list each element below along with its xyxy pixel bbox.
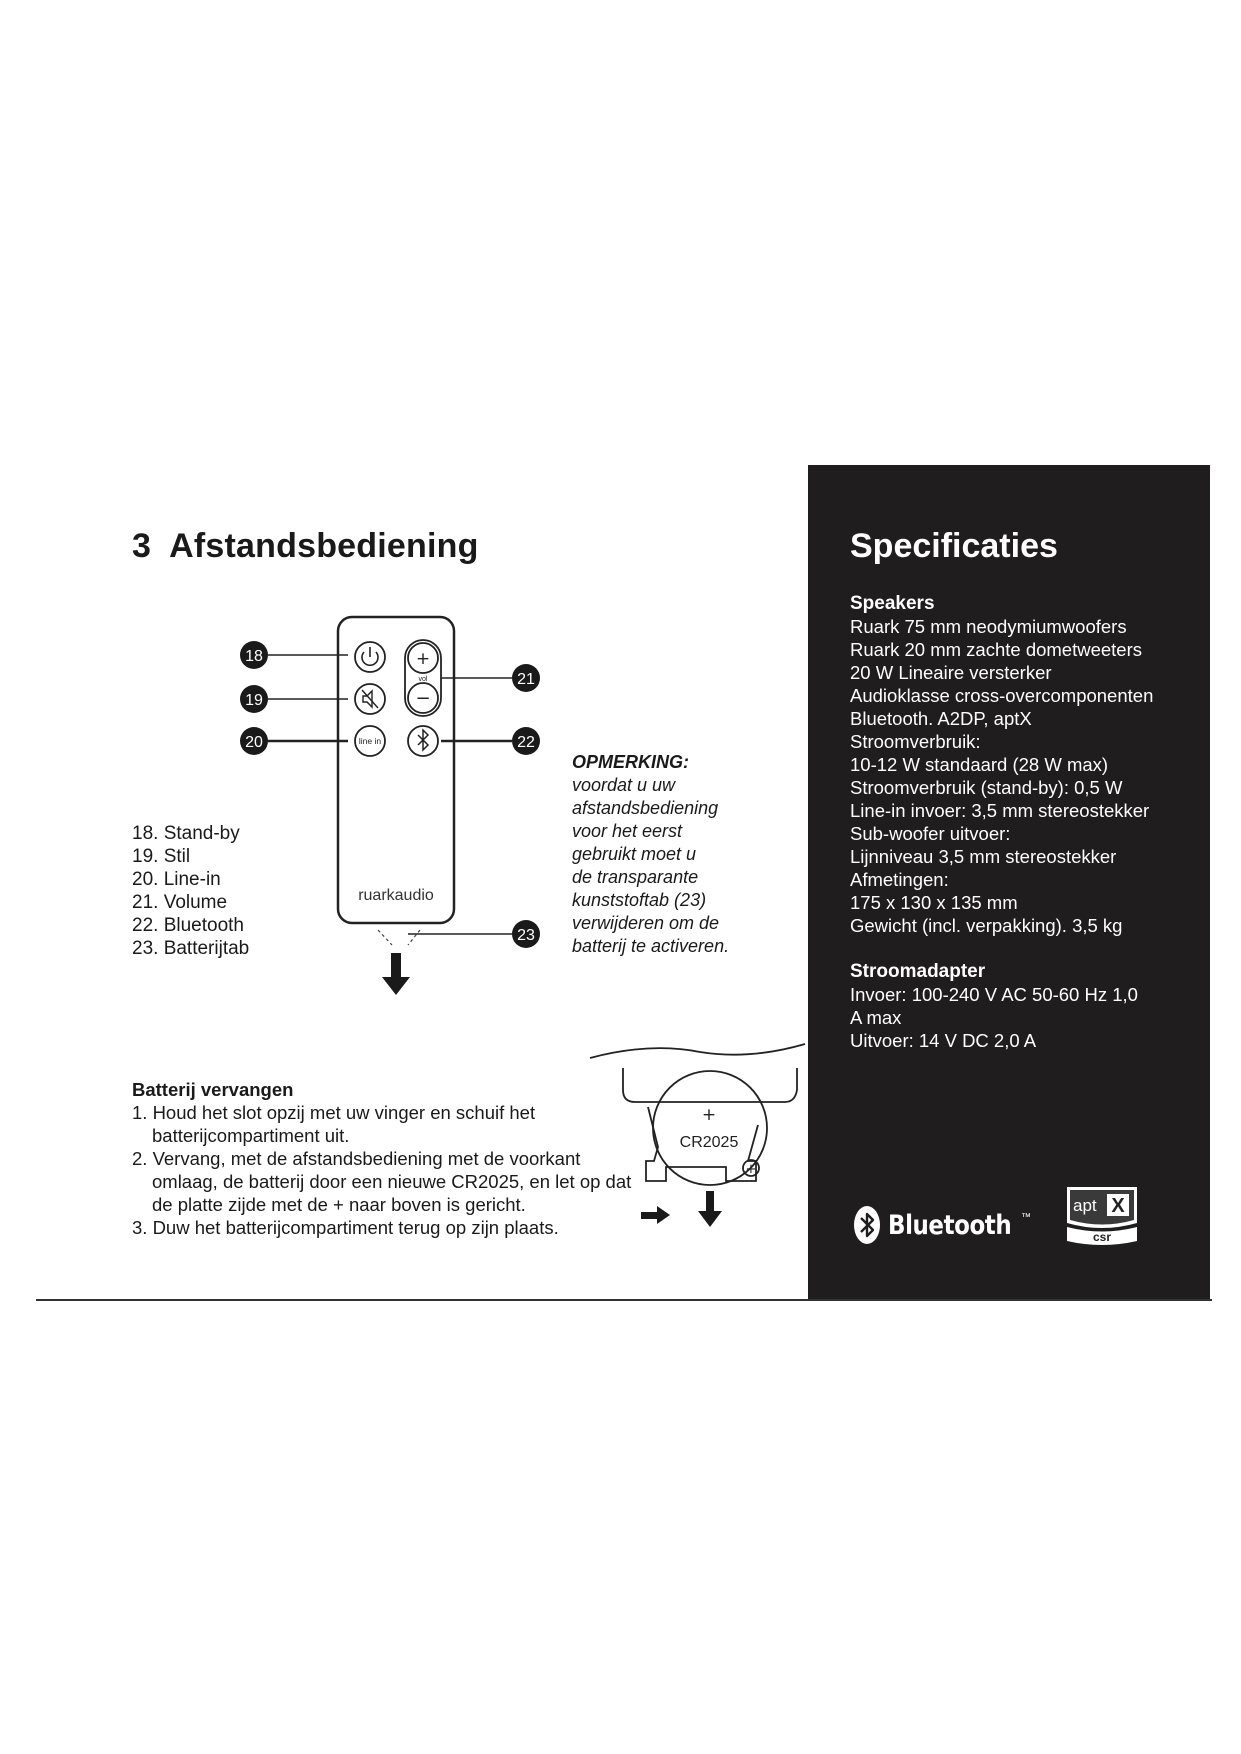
section-number: 3 [132,527,152,565]
note-title: OPMERKING: [572,752,689,772]
legend-item: 18. Stand-by [132,823,240,844]
note-line: batterij te activeren. [572,936,730,956]
spec-line: Invoer: 100-240 V AC 50-60 Hz 1,0 [850,984,1138,1005]
battery-steps [132,1101,632,1239]
spec-line: 175 x 130 x 135 mm [850,892,1018,913]
legend-item: 20. Line-in [132,869,221,890]
spec-line: 10-12 W standaard (28 W max) [850,754,1109,775]
line-in-label: line in [358,736,382,746]
callout-label: 21 [517,671,535,688]
legend-item: 19. Stil [132,846,191,867]
spec-line: Afmetingen: [850,869,949,890]
note-line: voordat u uw [572,775,676,795]
callout-label: 19 [245,692,263,709]
csr-word: csr [1092,1230,1112,1244]
spec-line: Lijnniveau 3,5 mm stereostekker [850,846,1117,867]
spec-line: Gewicht (incl. verpakking). 3,5 kg [850,915,1123,936]
specs-heading-speakers: Speakers [850,593,935,614]
spec-line: Line-in invoer: 3,5 mm stereostekker [850,800,1150,821]
battery-step: 2. Vervang, met de afstandsbediening met de voorkant omlaag, de batterij door een nieuwe CR2025, en let op dat de platte zijde met de + naar boven is gericht. [132,1148,632,1215]
spec-line: Stroomverbruik: [850,731,981,752]
bluetooth-wordmark: Bluetooth [888,1209,1012,1241]
spec-line: 20 W Lineaire versterker [850,662,1052,683]
vol-minus-icon: − [415,688,431,709]
aptx-word: apt [1073,1196,1097,1215]
remote-brand: ruarkaudio [358,887,434,904]
spec-line: Ruark 20 mm zachte dometweeters [850,639,1143,660]
spec-line: Ruark 75 mm neodymiumwoofers [850,616,1127,637]
spec-line: Stroomverbruik (stand-by): 0,5 W [850,777,1123,798]
battery-instructions [132,1078,632,1239]
aptx-x: X [1111,1195,1125,1217]
specs-panel [808,465,1210,1300]
callout-label: 22 [517,734,535,751]
legend-item: 22. Bluetooth [132,915,244,936]
spec-line: A max [850,1007,902,1028]
bluetooth-tm: ™ [1021,1211,1032,1223]
terminal-plus: + [745,1162,757,1177]
note-line: kunststoftab (23) [572,890,707,910]
callout-label: 18 [245,648,263,665]
battery-step: 3. Duw het batterijcompartiment terug op zijn plaats. [132,1217,559,1238]
battery-step: 1. Houd het slot opzij met uw vinger en schuif het batterijcompartiment uit. [132,1102,536,1146]
section-title: Afstandsbediening [169,527,479,565]
slide-arrow-icon [641,1206,670,1224]
vol-label: vol [418,676,428,683]
vol-plus-icon: + [415,649,431,669]
spec-line: Sub-woofer uitvoer: [850,823,1011,844]
coin-cell-plus: + [701,1105,717,1125]
note-line: de transparante [572,867,699,887]
aptx-csr-logo [1061,1183,1143,1249]
spec-line: Audioklasse cross-overcomponenten [850,685,1154,706]
bottom-rule [36,1299,1212,1301]
note-line: verwijderen om de [572,913,720,933]
note [572,751,772,958]
note-line: gebruikt moet u [572,844,697,864]
bluetooth-logo-icon [852,1205,882,1245]
note-line: voor het eerst [572,821,683,841]
note-line: afstandsbediening [572,798,719,818]
legend-item: 23. Batterijtab [132,938,250,959]
down-arrow-icon [698,1191,722,1227]
battery-title: Batterij vervangen [132,1079,294,1100]
specs-title: Specificaties [850,527,1058,565]
remote-legend [132,822,249,960]
legend-item: 21. Volume [132,892,228,913]
spec-line: Bluetooth. A2DP, aptX [850,708,1032,729]
callout-label: 20 [245,734,263,751]
specs-body [850,592,1200,1052]
coin-cell-label: CR2025 [679,1134,739,1151]
pull-arrow-icon [382,953,410,995]
specs-heading-adapter: Stroomadapter [850,961,986,982]
bluetooth-logo [852,1205,1031,1245]
callout-label: 23 [517,927,535,944]
spec-line: Uitvoer: 14 V DC 2,0 A [850,1030,1037,1051]
